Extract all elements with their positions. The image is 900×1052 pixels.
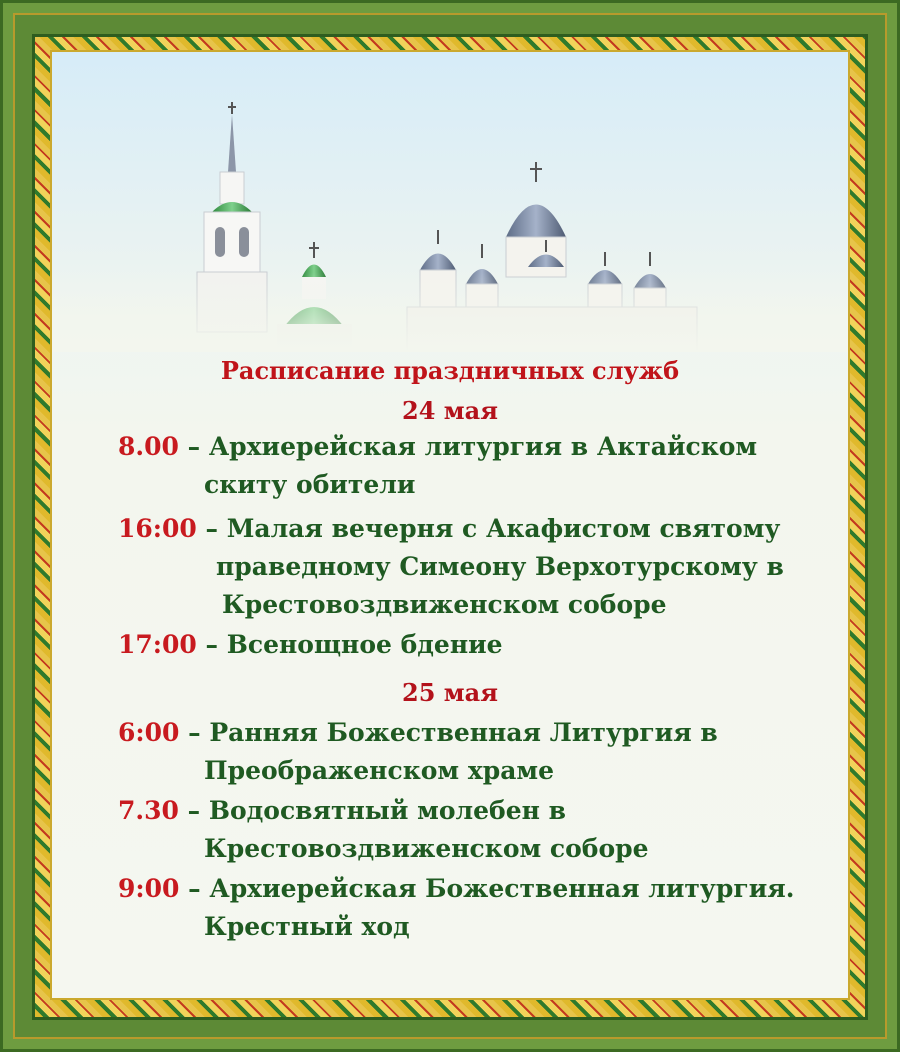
entry-time: 8.00 (118, 432, 179, 461)
date-heading: 25 мая (402, 678, 498, 707)
entry-text: – Архиерейская литургия в Актайском (187, 432, 758, 461)
schedule-entry (118, 510, 780, 548)
date-heading: 24 мая (402, 396, 498, 425)
schedule-entry (118, 428, 757, 466)
schedule-entry (118, 870, 794, 908)
church-illustration-icon (52, 52, 848, 352)
entry-text: – Ранняя Божественная Литургия в (188, 718, 718, 747)
entry-time: 6:00 (118, 718, 180, 747)
entry-time: 16:00 (118, 514, 197, 543)
entry-text: – Архиерейская Божественная литургия. (188, 874, 795, 903)
schedule-entry (118, 626, 503, 664)
entry-text-continued: праведному Симеону Верхотурскому в (216, 552, 784, 581)
schedule-entry (118, 792, 566, 830)
entry-time: 7.30 (118, 796, 179, 825)
entry-text: – Всенощное бдение (205, 630, 503, 659)
entry-time: 9:00 (118, 874, 180, 903)
entry-text-continued: Крестный ход (204, 912, 410, 941)
entry-text-continued: Преображенском храме (204, 756, 555, 785)
schedule-entry (118, 714, 718, 752)
entry-text-continued: Крестовоздвиженском соборе (222, 590, 667, 619)
entry-text-continued: скиту обители (204, 470, 416, 499)
entry-text: – Малая вечерня с Акафистом святому (205, 514, 781, 543)
poster-content (52, 52, 848, 998)
entry-text-continued: Крестовоздвиженском соборе (204, 834, 649, 863)
schedule-title: Расписание праздничных служб (220, 356, 680, 385)
entry-time: 17:00 (118, 630, 197, 659)
entry-text: – Водосвятный молебен в (187, 796, 566, 825)
